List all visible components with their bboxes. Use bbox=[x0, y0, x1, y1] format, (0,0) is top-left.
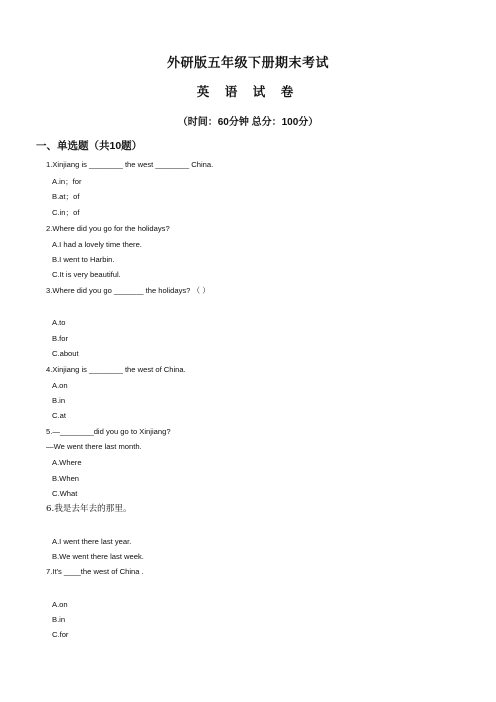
question-option: C.in；of bbox=[52, 208, 80, 217]
question-option: B.When bbox=[52, 474, 80, 483]
question-option: B.We went there last week. bbox=[52, 552, 144, 561]
question-option: B.in bbox=[52, 615, 66, 624]
question-stem: 2.Where did you go for the holidays? bbox=[46, 224, 170, 233]
exam-meta: （时间：60分钟 总分：100分） bbox=[177, 117, 319, 128]
question-option: B.at；of bbox=[52, 192, 80, 201]
question-option: A.on bbox=[52, 600, 68, 609]
question-option: C.for bbox=[52, 630, 69, 639]
section-title: 一、单选题（共10题） bbox=[36, 140, 143, 152]
question-stem-line-2: —We went there last month. bbox=[46, 442, 142, 451]
question-stem: 1.Xinjiang is ________ the west ________ China. bbox=[46, 160, 214, 169]
question-option: B.I went to Harbin. bbox=[52, 255, 115, 264]
question-option: C.What bbox=[52, 489, 78, 498]
question-option: B.for bbox=[52, 334, 69, 343]
question-option: A.in；for bbox=[52, 177, 82, 186]
question-option: A.I had a lovely time there. bbox=[52, 240, 142, 249]
question-stem: 4.Xinjiang is ________ the west of China. bbox=[46, 365, 186, 374]
question-option: A.I went there last year. bbox=[52, 537, 132, 546]
question-stem: 7.It's ____the west of China . bbox=[46, 567, 144, 576]
question-option: A.Where bbox=[52, 458, 82, 467]
question-stem: 6.我是去年去的那里。 bbox=[46, 504, 132, 514]
exam-title: 外研版五年级下册期末考试 bbox=[166, 55, 329, 70]
question-stem: 3.Where did you go _______ the holidays? （ ） bbox=[46, 286, 210, 295]
question-option: B.in bbox=[52, 396, 66, 405]
exam-subject: 英 语 试 卷 bbox=[196, 85, 300, 99]
question-option: C.about bbox=[52, 349, 79, 358]
question-option: C.It is very beautiful. bbox=[52, 270, 121, 279]
question-option: A.on bbox=[52, 381, 68, 390]
question-option: C.at bbox=[52, 411, 66, 420]
question-stem: 5.—________did you go to Xinjiang? bbox=[46, 427, 171, 436]
question-option: A.to bbox=[52, 318, 66, 327]
